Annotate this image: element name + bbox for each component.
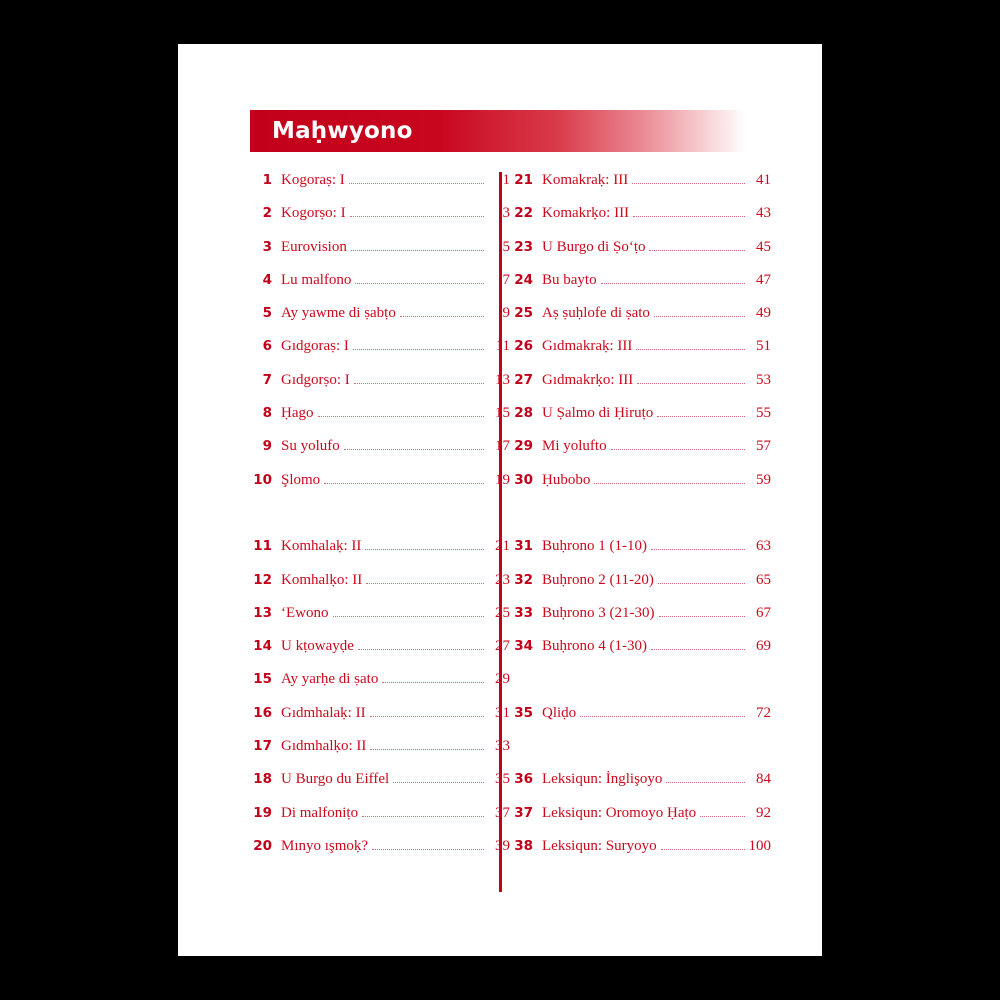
toc-leader-dots bbox=[350, 216, 484, 217]
toc-leader-dots bbox=[393, 782, 484, 783]
toc-leader-dots bbox=[344, 449, 484, 450]
toc-entry-label: Komakraḳ: III bbox=[542, 172, 629, 188]
toc-entry-label: Ay yawme di ṣabṭo bbox=[281, 305, 396, 322]
toc-leader-dots bbox=[632, 183, 745, 184]
toc-entry-number: 29 bbox=[514, 438, 533, 455]
page-title-banner bbox=[250, 110, 746, 152]
toc-entry[interactable] bbox=[511, 771, 771, 804]
toc-entry-number: 28 bbox=[514, 405, 533, 422]
toc-entry-label: Ḥubobo bbox=[542, 471, 591, 488]
toc-entry-label: Gıdmakraḳ: III bbox=[542, 338, 633, 355]
toc-entry-page: 1 bbox=[502, 172, 510, 188]
toc-leader-dots bbox=[654, 316, 745, 317]
toc-entry-page: 69 bbox=[756, 638, 771, 655]
toc-entry-number: 2 bbox=[262, 205, 272, 222]
toc-entry[interactable] bbox=[511, 172, 771, 205]
toc-entry-number: 35 bbox=[514, 704, 533, 721]
toc-entry[interactable] bbox=[511, 372, 771, 405]
toc-entry-page: 19 bbox=[495, 471, 510, 488]
toc-entry-number: 14 bbox=[253, 638, 272, 655]
toc-leader-dots bbox=[362, 816, 484, 817]
toc-entry-number: 38 bbox=[514, 837, 533, 854]
toc-entry-label: Leksiqun: İnglişoyo bbox=[542, 771, 663, 788]
toc-entry[interactable] bbox=[250, 838, 510, 871]
toc-entry-number: 1 bbox=[262, 172, 272, 188]
toc-leader-dots bbox=[636, 349, 745, 350]
toc-entry[interactable] bbox=[250, 205, 510, 238]
toc-entry-number: 27 bbox=[514, 371, 533, 388]
toc-leader-dots bbox=[633, 216, 745, 217]
toc-entry-number: 23 bbox=[514, 238, 533, 255]
toc-leader-dots bbox=[637, 383, 745, 384]
table-of-contents bbox=[178, 172, 822, 912]
toc-entry-page: 3 bbox=[502, 205, 510, 222]
toc-entry[interactable] bbox=[511, 438, 771, 471]
toc-entry-page: 51 bbox=[756, 338, 771, 355]
toc-entry-number: 22 bbox=[514, 205, 533, 222]
toc-entry-label: Leksiqun: Suryoyo bbox=[542, 837, 657, 854]
toc-leader-dots bbox=[355, 283, 484, 284]
toc-leader-dots bbox=[333, 616, 485, 617]
toc-entry-label: Aṣ ṣuḥlofe di ṣato bbox=[542, 305, 650, 322]
toc-leader-dots bbox=[651, 649, 745, 650]
toc-entry[interactable] bbox=[511, 805, 771, 838]
toc-entry-number: 10 bbox=[253, 471, 272, 488]
toc-entry-number: 33 bbox=[514, 604, 533, 621]
toc-entry-page: 35 bbox=[495, 771, 510, 788]
toc-entry-page: 17 bbox=[495, 438, 510, 455]
toc-leader-dots bbox=[659, 616, 746, 617]
toc-entry-page: 23 bbox=[495, 571, 510, 588]
toc-entry[interactable] bbox=[250, 538, 510, 571]
toc-entry-number: 4 bbox=[262, 271, 272, 288]
toc-entry-page: 47 bbox=[756, 271, 771, 288]
toc-leader-dots bbox=[601, 283, 745, 284]
toc-entry-page: 100 bbox=[748, 837, 771, 854]
toc-leader-dots bbox=[649, 250, 745, 251]
toc-leader-dots bbox=[700, 816, 745, 817]
toc-entry[interactable] bbox=[511, 638, 771, 671]
toc-entry-label: Mınyo ışmoḳ? bbox=[281, 837, 369, 854]
toc-entry-page: 53 bbox=[756, 371, 771, 388]
toc-entry-number: 16 bbox=[253, 704, 272, 721]
toc-leader-dots bbox=[351, 250, 484, 251]
toc-leader-dots bbox=[382, 682, 484, 683]
toc-entry-number: 24 bbox=[514, 271, 533, 288]
toc-entry-number: 34 bbox=[514, 638, 533, 655]
toc-leader-dots bbox=[370, 716, 484, 717]
toc-leader-dots bbox=[651, 549, 745, 550]
toc-entry-label: Şlomo bbox=[281, 471, 321, 488]
toc-entry[interactable] bbox=[511, 205, 771, 238]
toc-entry-page: 7 bbox=[502, 271, 510, 288]
toc-entry[interactable] bbox=[250, 272, 510, 305]
toc-entry[interactable] bbox=[511, 705, 771, 738]
toc-entry-page: 72 bbox=[756, 704, 771, 721]
toc-entry[interactable] bbox=[250, 239, 510, 272]
page-title: Maḥwyono bbox=[272, 118, 413, 144]
toc-leader-dots bbox=[349, 183, 484, 184]
toc-entry[interactable] bbox=[511, 472, 771, 505]
toc-entry[interactable] bbox=[250, 671, 510, 704]
toc-leader-dots bbox=[611, 449, 745, 450]
toc-entry-label: U kṭowayḍe bbox=[281, 638, 354, 655]
toc-entry[interactable] bbox=[511, 838, 771, 871]
toc-entry-page: 84 bbox=[756, 771, 771, 788]
toc-entry[interactable] bbox=[511, 605, 771, 638]
toc-column-left bbox=[250, 172, 510, 871]
toc-entry-label: Buḥrono 4 (1-30) bbox=[542, 638, 647, 655]
toc-entry[interactable] bbox=[250, 305, 510, 338]
toc-entry-page: 5 bbox=[502, 238, 510, 255]
toc-entry-page: 31 bbox=[495, 704, 510, 721]
toc-entry-number: 11 bbox=[253, 538, 272, 555]
toc-entry[interactable] bbox=[250, 705, 510, 738]
toc-entry-page: 55 bbox=[756, 405, 771, 422]
toc-leader-dots bbox=[324, 483, 484, 484]
toc-entry-label: Gıdgorṣo: I bbox=[281, 371, 350, 388]
toc-leader-dots bbox=[370, 749, 484, 750]
toc-entry-page: 25 bbox=[495, 604, 510, 621]
toc-entry-number: 5 bbox=[262, 305, 272, 322]
toc-entry[interactable] bbox=[250, 805, 510, 838]
toc-entry-page: 59 bbox=[756, 471, 771, 488]
toc-entry[interactable] bbox=[511, 538, 771, 571]
toc-entry-page: 92 bbox=[756, 804, 771, 821]
toc-entry-label: Eurovision bbox=[281, 238, 347, 255]
toc-entry-number: 9 bbox=[262, 438, 272, 455]
toc-entry[interactable] bbox=[511, 405, 771, 438]
toc-entry-page: 29 bbox=[495, 671, 510, 688]
toc-entry-label: Qliḍo bbox=[542, 704, 577, 721]
toc-entry[interactable] bbox=[250, 338, 510, 371]
toc-entry[interactable] bbox=[250, 638, 510, 671]
toc-leader-dots bbox=[353, 349, 484, 350]
toc-entry-number: 25 bbox=[514, 305, 533, 322]
toc-entry-page: 37 bbox=[495, 804, 510, 821]
toc-entry-label: Buḥrono 2 (11-20) bbox=[542, 571, 654, 588]
toc-entry-label: U Ṣalmo di Ḥiruṭo bbox=[542, 405, 654, 422]
toc-entry-label: Bu bayto bbox=[542, 271, 597, 288]
toc-entry-label: Komakrḳo: III bbox=[542, 205, 630, 222]
toc-entry-number: 30 bbox=[514, 471, 533, 488]
toc-entry-label: Di malfoniṭo bbox=[281, 804, 359, 821]
toc-entry[interactable] bbox=[250, 771, 510, 804]
toc-entry-label: Leksiqun: Oromoyo Ḥaṭo bbox=[542, 804, 697, 821]
toc-entry[interactable] bbox=[250, 605, 510, 638]
toc-leader-dots bbox=[594, 483, 745, 484]
toc-entry-label: U Burgo du Eiffel bbox=[281, 771, 390, 788]
toc-entry-number: 37 bbox=[514, 804, 533, 821]
toc-entry[interactable] bbox=[511, 572, 771, 605]
toc-entry-number: 31 bbox=[514, 538, 533, 555]
toc-leader-dots bbox=[666, 782, 745, 783]
toc-entry-label: Gıdmhalaḳ: II bbox=[281, 704, 366, 721]
toc-entry[interactable] bbox=[250, 572, 510, 605]
toc-entry-page: 63 bbox=[756, 538, 771, 555]
toc-entry-label: U Burgo di Ṣo‘ṭo bbox=[542, 238, 646, 255]
toc-entry-number: 18 bbox=[253, 771, 272, 788]
toc-column-right bbox=[511, 172, 771, 871]
toc-entry-page: 15 bbox=[495, 405, 510, 422]
toc-entry-page: 39 bbox=[495, 837, 510, 854]
toc-leader-dots bbox=[400, 316, 484, 317]
toc-entry-label: Komhalaḳ: II bbox=[281, 538, 362, 555]
toc-entry-label: Gıdmhalḳo: II bbox=[281, 738, 367, 755]
toc-entry[interactable] bbox=[250, 738, 510, 771]
toc-entry-number: 21 bbox=[514, 172, 533, 188]
toc-entry-label: Ḥago bbox=[281, 405, 314, 422]
toc-leader-dots bbox=[580, 716, 745, 717]
toc-entry-page: 65 bbox=[756, 571, 771, 588]
toc-entry-number: 15 bbox=[253, 671, 272, 688]
toc-leader-dots bbox=[318, 416, 485, 417]
toc-entry-number: 19 bbox=[253, 804, 272, 821]
toc-entry[interactable] bbox=[250, 372, 510, 405]
toc-entry[interactable] bbox=[511, 338, 771, 371]
toc-entry-number: 36 bbox=[514, 771, 533, 788]
document-page bbox=[178, 44, 822, 956]
toc-entry-page: 9 bbox=[502, 305, 510, 322]
toc-entry-label: ‘Ewono bbox=[281, 604, 329, 621]
toc-entry-number: 20 bbox=[253, 837, 272, 854]
toc-entry-label: Mi yolufto bbox=[542, 438, 607, 455]
toc-entry-number: 13 bbox=[253, 604, 272, 621]
toc-entry-label: Buḥrono 3 (21-30) bbox=[542, 604, 655, 621]
toc-entry-page: 57 bbox=[756, 438, 771, 455]
toc-entry-number: 17 bbox=[253, 738, 272, 755]
toc-leader-dots bbox=[657, 416, 745, 417]
toc-entry[interactable] bbox=[250, 172, 510, 205]
toc-entry-page: 67 bbox=[756, 604, 771, 621]
toc-leader-dots bbox=[661, 849, 745, 850]
toc-entry-label: Buḥrono 1 (1-10) bbox=[542, 538, 647, 555]
toc-entry-label: Su yolufo bbox=[281, 438, 340, 455]
toc-entry[interactable] bbox=[250, 405, 510, 438]
toc-entry-page: 49 bbox=[756, 305, 771, 322]
toc-leader-dots bbox=[365, 549, 484, 550]
toc-entry-number: 32 bbox=[514, 571, 533, 588]
toc-entry[interactable] bbox=[250, 472, 510, 505]
toc-entry[interactable] bbox=[511, 272, 771, 305]
toc-entry[interactable] bbox=[250, 438, 510, 471]
toc-entry-label: Lu malfono bbox=[281, 271, 352, 288]
toc-entry-label: Kogoraṣ: I bbox=[281, 172, 345, 188]
toc-entry-number: 7 bbox=[262, 371, 272, 388]
toc-entry-label: Komhalḳo: II bbox=[281, 571, 363, 588]
toc-entry-page: 33 bbox=[495, 738, 510, 755]
toc-entry-label: Gıdgoraṣ: I bbox=[281, 338, 349, 355]
toc-entry[interactable] bbox=[511, 305, 771, 338]
toc-leader-dots bbox=[372, 849, 484, 850]
toc-entry-page: 27 bbox=[495, 638, 510, 655]
toc-entry-number: 26 bbox=[514, 338, 533, 355]
toc-entry[interactable] bbox=[511, 239, 771, 272]
toc-entry-number: 3 bbox=[262, 238, 272, 255]
toc-entry-number: 8 bbox=[262, 405, 272, 422]
toc-entry-number: 12 bbox=[253, 571, 272, 588]
toc-entry-page: 11 bbox=[495, 338, 510, 355]
toc-leader-dots bbox=[658, 583, 745, 584]
toc-leader-dots bbox=[358, 649, 484, 650]
toc-entry-page: 43 bbox=[756, 205, 771, 222]
toc-entry-number: 6 bbox=[262, 338, 272, 355]
toc-entry-page: 21 bbox=[495, 538, 510, 555]
toc-entry-label: Gıdmakrḳo: III bbox=[542, 371, 634, 388]
toc-entry-page: 41 bbox=[756, 172, 771, 188]
toc-entry-page: 45 bbox=[756, 238, 771, 255]
toc-leader-dots bbox=[366, 583, 484, 584]
toc-entry-page: 13 bbox=[495, 371, 510, 388]
toc-entry-label: Ay yarḥe di ṣato bbox=[281, 671, 379, 688]
toc-leader-dots bbox=[354, 383, 484, 384]
toc-entry-label: Kogorṣo: I bbox=[281, 205, 346, 222]
